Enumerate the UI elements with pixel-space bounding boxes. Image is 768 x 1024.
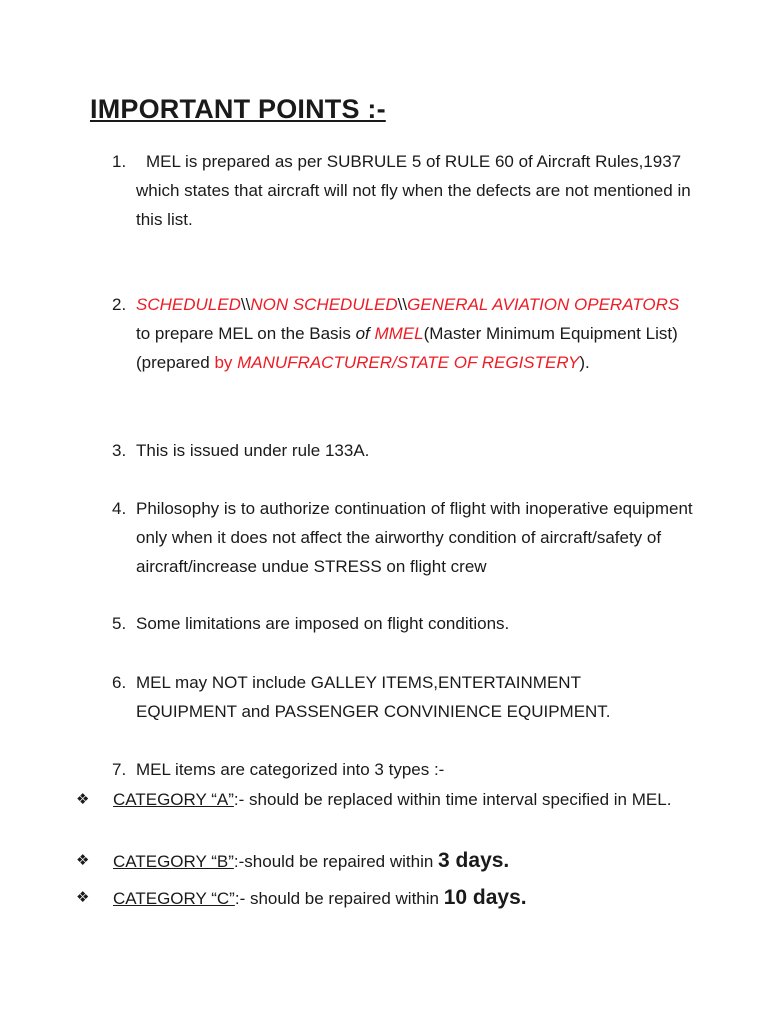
diamond-bullet-icon: ❖ (76, 852, 90, 869)
list-item-2 (112, 290, 696, 377)
category-text (113, 883, 673, 913)
category-text (113, 846, 673, 876)
list-number: 2. (112, 295, 127, 314)
category-description: :- should be repaired within (234, 889, 444, 908)
category-days: 3 days. (438, 849, 510, 872)
separator: \\ (240, 295, 251, 314)
of-text: of (355, 324, 370, 343)
list-item-5 (112, 609, 696, 638)
category-label: CATEGORY “C” (113, 889, 235, 908)
category-label: CATEGORY “B” (113, 852, 234, 871)
list-item-text: This is issued under rule 133A. (136, 441, 370, 460)
list-number: 1. (112, 152, 127, 171)
category-description: :- should be replaced within time interval specified in MEL. (233, 790, 672, 809)
category-b-item (76, 846, 673, 876)
body-text: to prepare MEL on the Basis (136, 324, 356, 343)
mmel-text: MMEL (374, 324, 424, 343)
category-a-item (76, 785, 673, 814)
body-text: ). (579, 353, 590, 372)
diamond-bullet-icon: ❖ (76, 889, 90, 906)
list-item-text (136, 290, 696, 377)
list-item-text: MEL is prepared as per SUBRULE 5 of RULE 60 of Aircraft Rules,1937 which states that aircraft will not fly when the defects are not mentioned in this list. (136, 152, 691, 229)
list-item-4 (112, 494, 696, 581)
list-item-1 (112, 147, 696, 234)
list-number: 6. (112, 673, 127, 692)
category-days: 10 days. (443, 886, 527, 909)
by-text: by (214, 353, 238, 372)
separator: \\ (397, 295, 408, 314)
category-label: CATEGORY “A” (113, 790, 234, 809)
gao-text: GENERAL AVIATION OPERATORS (407, 295, 680, 314)
list-item-text: MEL items are categorized into 3 types :- (136, 760, 445, 779)
list-item-7 (112, 755, 696, 784)
list-number: 3. (112, 441, 127, 460)
list-number: 5. (112, 614, 127, 633)
list-item-text: MEL may NOT include GALLEY ITEMS,ENTERTAINMENT EQUIPMENT and PASSENGER CONVINIENCE EQUIPMENT. (136, 673, 611, 721)
list-item-text: Philosophy is to authorize continuation of flight with inoperative equipment only when it does not affect the airworthy condition of aircraft/safety of aircraft/increase undue STRESS on flight crew (136, 499, 693, 576)
page-heading: IMPORTANT POINTS :- (90, 94, 386, 124)
list-number: 4. (112, 499, 127, 518)
category-text (113, 785, 673, 814)
diamond-bullet-icon: ❖ (76, 791, 90, 808)
scheduled-text: SCHEDULED (136, 295, 241, 314)
list-item-text: Some limitations are imposed on flight conditions. (136, 614, 510, 633)
list-number: 7. (112, 760, 127, 779)
list-item-3 (112, 436, 696, 465)
manufacturer-text: MANUFRACTURER/STATE OF REGISTERY (237, 353, 580, 372)
category-description: :-should be repaired within (233, 852, 439, 871)
list-item-6 (112, 668, 636, 726)
body-text: (Master Minimum Equipment List)(prepared (136, 324, 678, 372)
category-c-item (76, 883, 673, 913)
non-scheduled-text: NON SCHEDULED (250, 295, 398, 314)
